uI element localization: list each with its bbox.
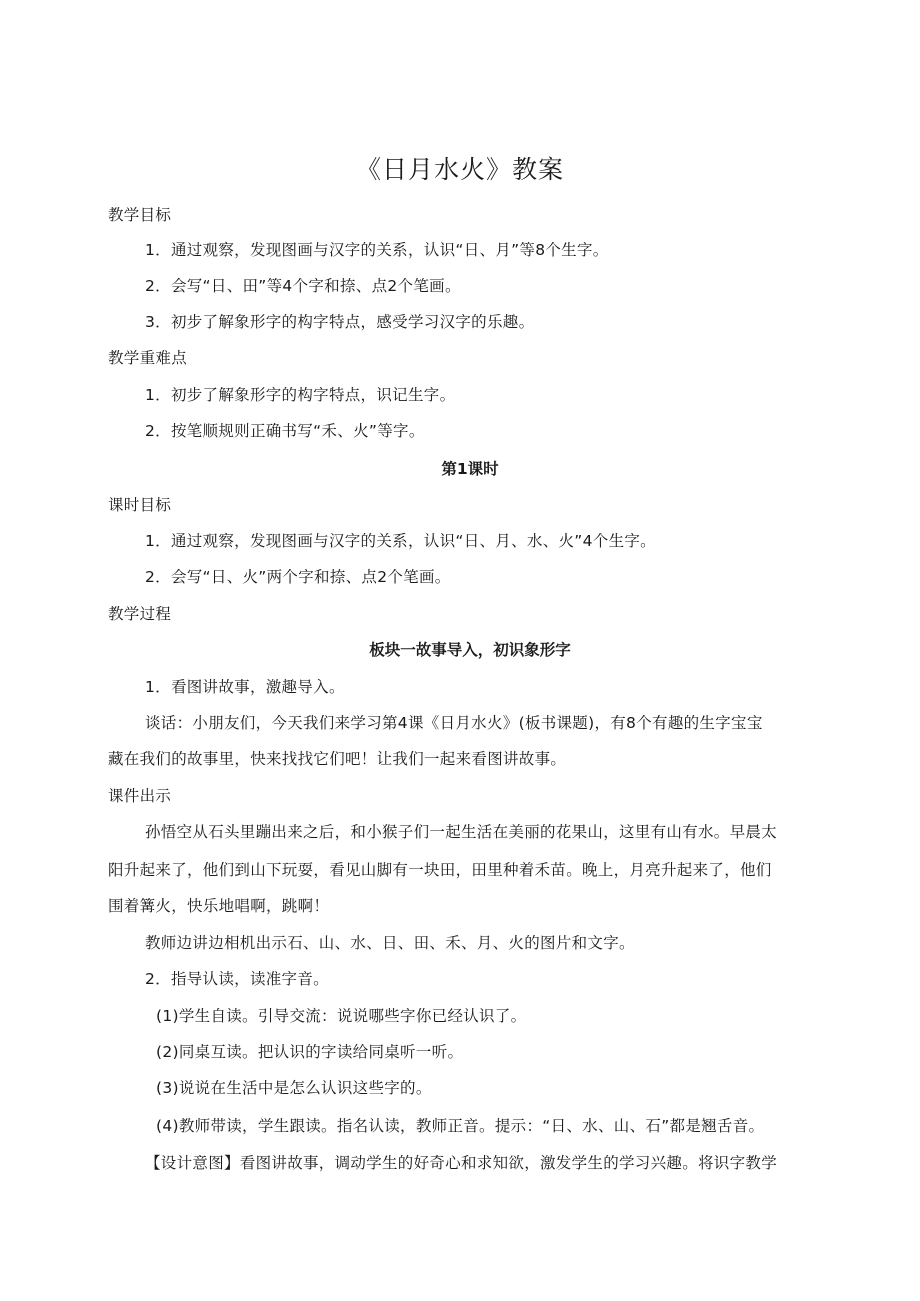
substep-item: (4)教师带读，学生跟读。指名认读，教师正音。提示：“日、水、山、石”都是翘舌音。 [156,1117,765,1135]
paragraph-line: 围着篝火，快乐地唱啊，跳啊！ [108,897,330,915]
step-item: 1．看图讲故事，激趣导入。 [145,678,345,696]
section-heading-keypoints: 教学重难点 [108,349,188,367]
section-heading-goals: 教学目标 [108,206,172,224]
paragraph-line: 孙悟空从石头里蹦出来之后，和小猴子们一起生活在美丽的花果山，这里有山有水。早晨太 [145,823,778,841]
design-intent-line: 【设计意图】看图讲故事，调动学生的好奇心和求知欲，激发学生的学习兴趣。将识字教学 [145,1154,778,1172]
paragraph-line: 谈话：小朋友们，今天我们来学习第4课《日月水火》(板书课题)，有8个有趣的生字宝宝 [145,714,763,732]
block-heading: 板块一故事导入，初识象形字 [369,641,571,659]
lesson-goal-item: 2．会写“日、火”两个字和捺、点2个笔画。 [145,568,451,586]
courseware-heading: 课件出示 [108,787,172,805]
step-item: 2．指导认读，读准字音。 [145,970,329,988]
lesson-heading: 第1课时 [441,460,499,478]
lesson-goal-item: 1．通过观察，发现图画与汉字的关系，认识“日、月、水、火”4个生字。 [145,532,656,550]
section-heading-process: 教学过程 [108,605,172,623]
section-heading-lesson-goals: 课时目标 [108,496,172,514]
goal-item: 1．通过观察，发现图画与汉字的关系，认识“日、月”等8个生字。 [145,241,609,259]
substep-item: (3)说说在生活中是怎么认识这些字的。 [156,1079,432,1097]
keypoint-item: 2．按笔顺规则正确书写“禾、火”等字。 [145,422,425,440]
goal-item: 2．会写“日、田”等4个字和捺、点2个笔画。 [145,277,461,295]
document-title: 《日月水火》教案 [355,155,564,184]
paragraph-line: 藏在我们的故事里，快来找找它们吧！让我们一起来看图讲故事。 [108,750,567,768]
substep-item: (2)同桌互读。把认识的字读给同桌听一听。 [156,1043,464,1061]
paragraph-line: 教师边讲边相机出示石、山、水、日、田、禾、月、火的图片和文字。 [145,934,635,952]
paragraph-line: 阳升起来了，他们到山下玩耍，看见山脚有一块田，田里种着禾苗。晚上，月亮升起来了，他们 [108,861,772,879]
goal-item: 3．初步了解象形字的构字特点，感受学习汉字的乐趣。 [145,313,535,331]
keypoint-item: 1．初步了解象形字的构字特点，识记生字。 [145,386,456,404]
substep-item: (1)学生自读。引导交流：说说哪些字你已经认识了。 [156,1007,527,1025]
